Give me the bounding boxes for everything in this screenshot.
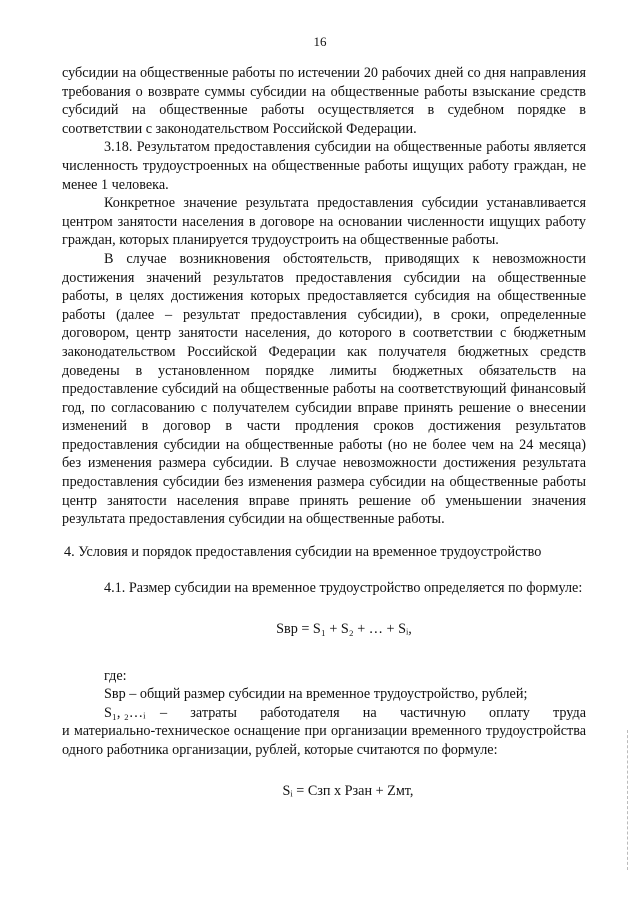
paragraph-circumstances: В случае возникновения обстоятельств, приводящих к невозможности достижения значений результатов предоставления субсидии на общественные работы, в целях достижения которых предоставляется субсидия на общественные работы (далее – результат предоставления субсидии), в сроки, определенные договором, центр занятости населения, до которого в соответствии с бюджетным законодательством Российской Федерации как получателя бюджетных средств доведены в установленном порядке лимиты бюджетных обязательств на предоставление субсидий на общественные работы на соответствующий финансовый год, по согласованию с получателем субсидии вправе принять решение о внесении изменений в договор в части продления сроков достижения результатов предоставления субсидии на общественные работы (но не более чем на 24 месяца) без изменения размера субсидии. В случае невозможности достижения результата предоставления субсидии без изменения размера субсидии на общественные работы центр занятости населения вправе принять решение об уменьшении значения результата предоставления субсидии на общественные работы. bbox=[62, 250, 586, 528]
paragraph-continuation: субсидии на общественные работы по истечении 20 рабочих дней со дня направления требования о возврате суммы субсидии на общественные работы взыскание средств субсидий на общественные работы осуществляется в судебном порядке в соответствии с законодательством Российской Федерации. bbox=[62, 65, 586, 137]
paragraph-4-1: 4.1. Размер субсидии на временное трудоустройство определяется по формуле: bbox=[104, 580, 583, 597]
definition-si-symbol: S₁, ₂…ᵢ bbox=[104, 704, 146, 721]
formula-si: Sᵢ = Сзп х Рзан + Zмт, bbox=[282, 782, 414, 799]
formula-total-subsidy: Sвр = S₁ + S₂ + … + Sᵢ, bbox=[276, 621, 412, 638]
definition-svr: Sвр – общий размер субсидии на временное трудоустройство, рублей; bbox=[104, 686, 528, 703]
definition-si-head: – затраты работодателя на частичную оплату труда bbox=[160, 704, 586, 721]
paragraph-result-value: Конкретное значение результата предоставления субсидии устанавливается центром занятости населения в договоре на основании численности ищущих работу граждан, которых планируется трудоустроить на общественные работы. bbox=[62, 195, 586, 249]
where-label: где: bbox=[104, 667, 127, 684]
definition-si-rest: и материально-техническое оснащение при организации временного трудоустройства одного работника организации, рублей, которые считаются по формуле: bbox=[62, 723, 586, 758]
paragraph-3-18: 3.18. Результатом предоставления субсидии на общественные работы является численность трудоустроенных на общественные работы ищущих работу граждан, не менее 1 человека. bbox=[62, 139, 586, 193]
section-heading: 4. Условия и порядок предоставления субсидии на временное трудоустройство bbox=[64, 543, 542, 560]
page-number: 16 bbox=[313, 34, 327, 49]
definition-si-line bbox=[62, 704, 586, 723]
document-body bbox=[62, 64, 586, 800]
scan-edge-line bbox=[627, 730, 628, 870]
